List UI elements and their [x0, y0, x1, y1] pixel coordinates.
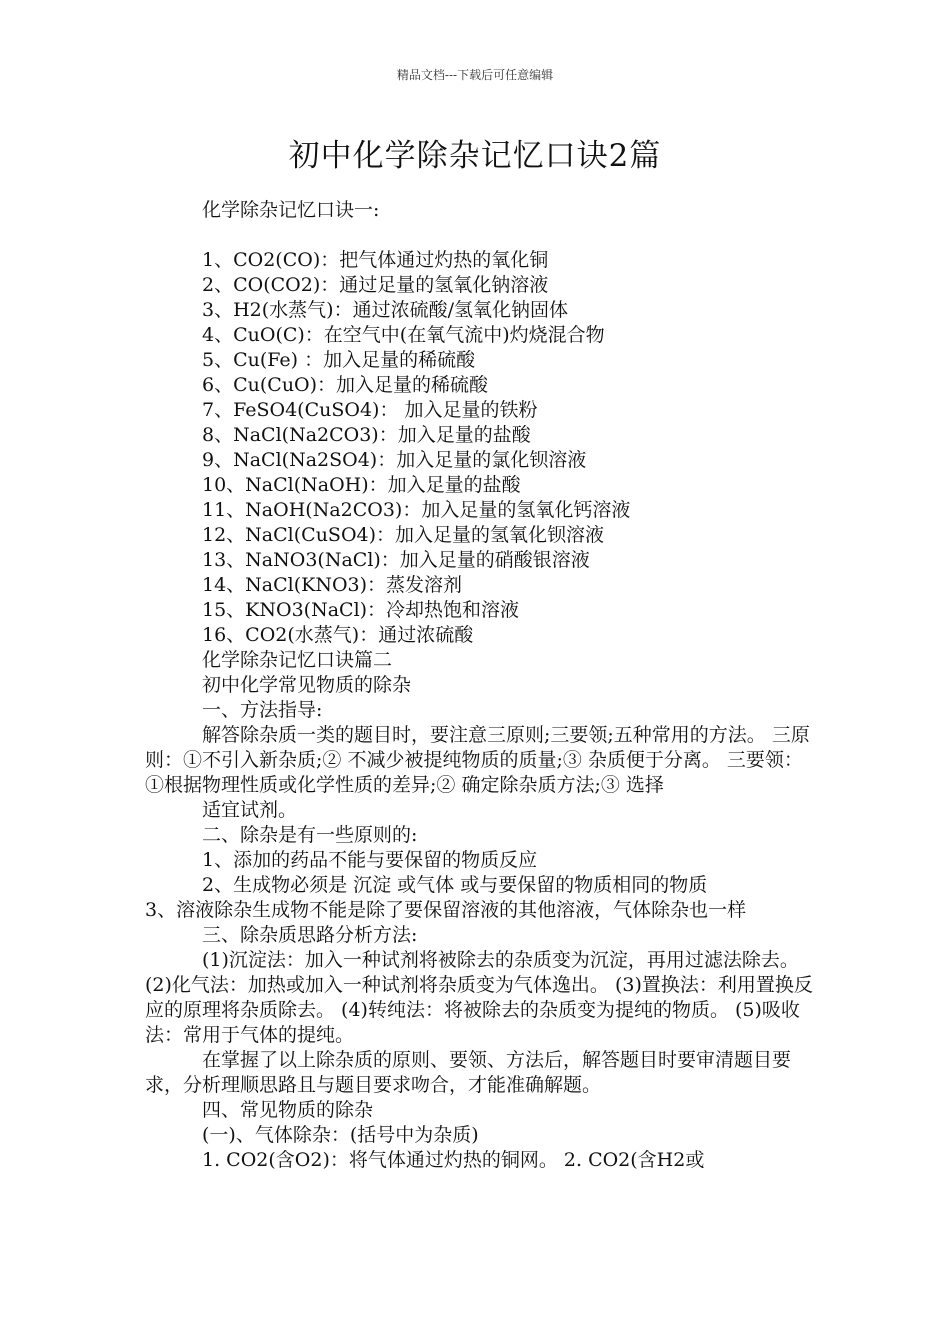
document-title: 初中化学除杂记忆口诀2篇 [288, 138, 662, 174]
principles-heading: 二、除杂是有一些原则的: [202, 824, 418, 846]
document-body [145, 198, 815, 1173]
list-item: 2、CO(CO2)：通过足量的氢氧化钠溶液 [202, 274, 549, 296]
principle-3: 3、溶液除杂生成物不能是除了要保留溶液的其他溶液，气体除杂也一样 [145, 899, 747, 921]
list-item: 11、NaOH(Na2CO3)：加入足量的氢氧化钙溶液 [202, 499, 631, 521]
list-item: 8、NaCl(Na2CO3)：加入足量的盐酸 [202, 424, 531, 446]
list-item: 10、NaCl(NaOH)：加入足量的盐酸 [202, 474, 521, 496]
method-continuation: 适宜试剂。 [202, 799, 298, 821]
list-item: 6、Cu(CuO)：加入足量的稀硫酸 [202, 374, 489, 396]
principle-2: 2、生成物必须是 沉淀 或气体 或与要保留的物质相同的物质 [202, 874, 708, 896]
method-heading: 一、方法指导: [202, 699, 323, 721]
gas-heading: (一)、气体除杂：(括号中为杂质) [202, 1124, 479, 1146]
list-item: 1、CO2(CO)：把气体通过灼热的氧化铜 [202, 249, 549, 271]
list-item: 4、CuO(C)：在空气中(在氧气流中)灼烧混合物 [202, 324, 605, 346]
list-item: 14、NaCl(KNO3)：蒸发溶剂 [202, 574, 463, 596]
blank-line [145, 223, 815, 248]
list-item: 7、FeSO4(CuSO4)： 加入足量的铁粉 [202, 399, 538, 421]
method-paragraph: 解答除杂质一类的题目时，要注意三原则;三要领;五种常用的方法。 三原则：①不引入新杂质;② 不减少被提纯物质的质量;③ 杂质便于分离。 三要领：①根据物理性质或化学性质的差异;② 确定除杂质方法;③ 选择 [145, 724, 810, 796]
analysis-heading: 三、除杂质思路分析方法: [202, 924, 418, 946]
list-item: 5、Cu(Fe) ：加入足量的稀硫酸 [202, 349, 476, 371]
principle-1: 1、添加的药品不能与要保留的物质反应 [202, 849, 538, 871]
common-heading: 四、常见物质的除杂 [202, 1099, 374, 1121]
list-item: 16、CO2(水蒸气)：通过浓硫酸 [202, 624, 474, 646]
list-item: 3、H2(水蒸气)：通过浓硫酸/氢氧化钠固体 [202, 299, 568, 321]
gas-items: 1. CO2(含O2)：将气体通过灼热的铜网。 2. CO2(含H2或 [202, 1149, 705, 1171]
list-item: 12、NaCl(CuSO4)：加入足量的氢氧化钡溶液 [202, 524, 605, 546]
section2-subtitle: 初中化学常见物质的除杂 [202, 674, 412, 696]
summary-paragraph: 在掌握了以上除杂质的原则、要领、方法后，解答题目时要审清题目要求，分析理顺思路且与题目要求吻合，才能准确解题。 [145, 1049, 792, 1096]
section2-heading: 化学除杂记忆口诀篇二 [202, 649, 393, 671]
section1-heading: 化学除杂记忆口诀一: [202, 199, 380, 221]
list-item: 13、NaNO3(NaCl)：加入足量的硝酸银溶液 [202, 549, 590, 571]
header-note: 精品文档---下载后可任意编辑 [396, 68, 554, 82]
list-item: 15、KNO3(NaCl)：冷却热饱和溶液 [202, 599, 520, 621]
analysis-paragraph: (1)沉淀法：加入一种试剂将被除去的杂质变为沉淀，再用过滤法除去。 (2)化气法：加热或加入一种试剂将杂质变为气体逸出。 (3)置换法：利用置换反应的原理将杂质除去。 (4)转纯法：将被除去的杂质变为提纯的物质。 (5)吸收法：常用于气体的提纯。 [145, 949, 813, 1046]
recipe-list [145, 248, 815, 648]
list-item: 9、NaCl(Na2SO4)：加入足量的氯化钡溶液 [202, 449, 587, 471]
